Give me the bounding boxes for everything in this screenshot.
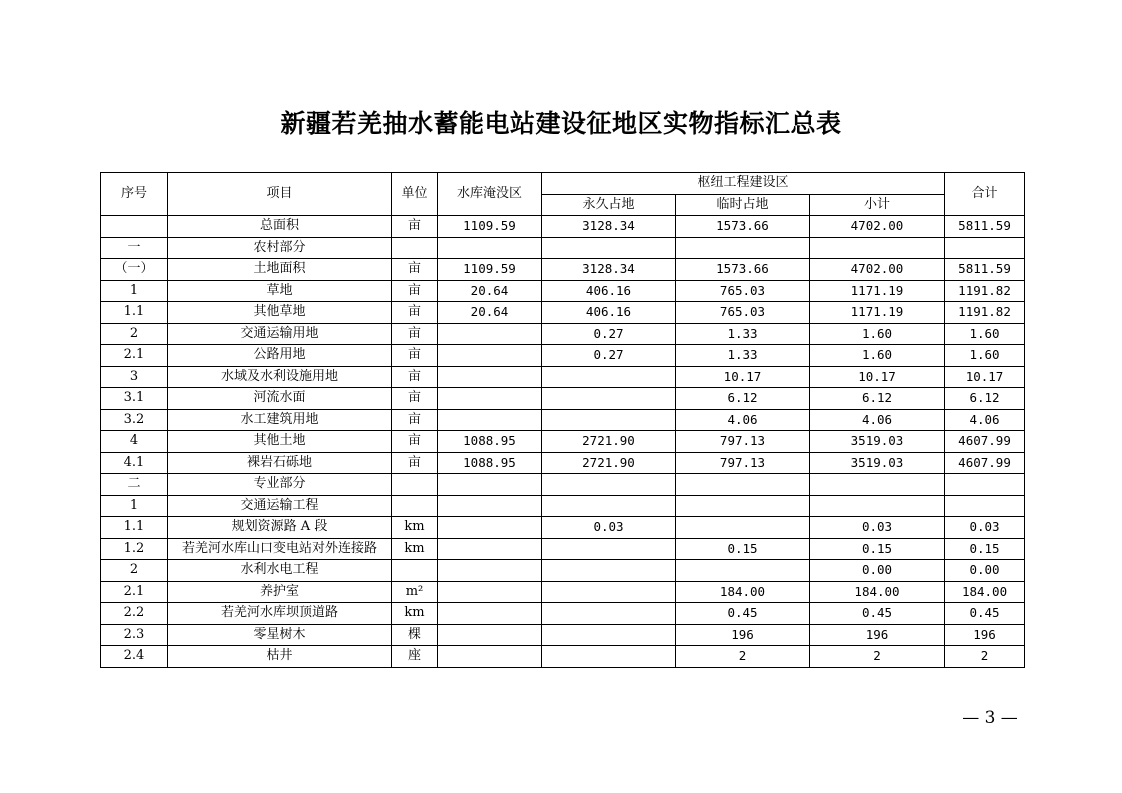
cell-permanent: 0.03 [542, 517, 676, 539]
table-row [101, 302, 1025, 324]
cell-unit: 棵 [392, 624, 438, 646]
cell-item: 裸岩石砾地 [168, 452, 392, 474]
table-row [101, 560, 1025, 582]
cell-total: 1191.82 [945, 302, 1025, 324]
cell-temporary [676, 517, 810, 539]
cell-item: 若羌河水库坝顶道路 [168, 603, 392, 625]
cell-subtotal: 0.45 [810, 603, 945, 625]
cell-permanent [542, 474, 676, 496]
cell-seq: 2.4 [101, 646, 168, 668]
header-total: 合计 [945, 173, 1025, 216]
table-row [101, 517, 1025, 539]
cell-temporary: 797.13 [676, 452, 810, 474]
cell-seq: 3.2 [101, 409, 168, 431]
cell-total: 196 [945, 624, 1025, 646]
cell-seq: 2.1 [101, 345, 168, 367]
cell-reservoir [438, 323, 542, 345]
table-row [101, 409, 1025, 431]
cell-subtotal: 6.12 [810, 388, 945, 410]
cell-unit: 亩 [392, 452, 438, 474]
cell-reservoir [438, 517, 542, 539]
cell-subtotal: 4702.00 [810, 259, 945, 281]
cell-permanent [542, 646, 676, 668]
cell-subtotal: 1.60 [810, 345, 945, 367]
header-temporary: 临时占地 [676, 194, 810, 216]
cell-temporary [676, 237, 810, 259]
header-reservoir: 水库淹没区 [438, 173, 542, 216]
cell-subtotal [810, 237, 945, 259]
cell-total: 6.12 [945, 388, 1025, 410]
cell-total: 184.00 [945, 581, 1025, 603]
cell-permanent [542, 581, 676, 603]
header-seq: 序号 [101, 173, 168, 216]
cell-temporary: 1.33 [676, 323, 810, 345]
cell-temporary: 184.00 [676, 581, 810, 603]
cell-reservoir [438, 345, 542, 367]
cell-total: 4607.99 [945, 452, 1025, 474]
cell-reservoir [438, 388, 542, 410]
cell-total: 4607.99 [945, 431, 1025, 453]
cell-permanent [542, 560, 676, 582]
cell-seq: 4 [101, 431, 168, 453]
cell-reservoir [438, 603, 542, 625]
cell-unit: 亩 [392, 216, 438, 238]
cell-total: 0.03 [945, 517, 1025, 539]
cell-temporary [676, 560, 810, 582]
cell-subtotal: 184.00 [810, 581, 945, 603]
cell-item: 枯井 [168, 646, 392, 668]
cell-temporary: 2 [676, 646, 810, 668]
cell-temporary [676, 495, 810, 517]
cell-temporary: 1.33 [676, 345, 810, 367]
cell-temporary: 797.13 [676, 431, 810, 453]
cell-subtotal: 196 [810, 624, 945, 646]
cell-temporary: 765.03 [676, 280, 810, 302]
cell-temporary: 6.12 [676, 388, 810, 410]
cell-total: 5811.59 [945, 216, 1025, 238]
table-row [101, 323, 1025, 345]
cell-item: 养护室 [168, 581, 392, 603]
cell-subtotal: 1171.19 [810, 280, 945, 302]
cell-item: 农村部分 [168, 237, 392, 259]
cell-unit [392, 495, 438, 517]
cell-permanent [542, 366, 676, 388]
header-item: 项目 [168, 173, 392, 216]
cell-temporary: 10.17 [676, 366, 810, 388]
cell-item: 若羌河水库山口变电站对外连接路 [168, 538, 392, 560]
cell-item: 规划资源路 A 段 [168, 517, 392, 539]
cell-item: 土地面积 [168, 259, 392, 281]
cell-total [945, 495, 1025, 517]
cell-seq: 3.1 [101, 388, 168, 410]
cell-total: 10.17 [945, 366, 1025, 388]
cell-subtotal: 1.60 [810, 323, 945, 345]
cell-reservoir [438, 646, 542, 668]
table-row [101, 431, 1025, 453]
cell-reservoir: 1088.95 [438, 431, 542, 453]
cell-seq: 1 [101, 280, 168, 302]
cell-item: 其他草地 [168, 302, 392, 324]
cell-total: 1.60 [945, 323, 1025, 345]
table-row [101, 495, 1025, 517]
cell-item: 总面积 [168, 216, 392, 238]
cell-permanent [542, 409, 676, 431]
table-row [101, 538, 1025, 560]
cell-unit: 亩 [392, 366, 438, 388]
cell-reservoir: 1088.95 [438, 452, 542, 474]
table-row [101, 216, 1025, 238]
cell-permanent: 0.27 [542, 323, 676, 345]
cell-unit: km [392, 603, 438, 625]
cell-reservoir [438, 409, 542, 431]
cell-seq [101, 216, 168, 238]
table-row [101, 603, 1025, 625]
cell-seq: 2.3 [101, 624, 168, 646]
cell-unit: 亩 [392, 259, 438, 281]
cell-total: 5811.59 [945, 259, 1025, 281]
cell-reservoir [438, 366, 542, 388]
cell-item: 水工建筑用地 [168, 409, 392, 431]
cell-item: 交通运输用地 [168, 323, 392, 345]
cell-item: 河流水面 [168, 388, 392, 410]
cell-subtotal: 10.17 [810, 366, 945, 388]
cell-seq: 4.1 [101, 452, 168, 474]
cell-permanent: 406.16 [542, 280, 676, 302]
cell-seq: （一） [101, 259, 168, 281]
cell-permanent [542, 603, 676, 625]
table-row [101, 646, 1025, 668]
cell-item: 草地 [168, 280, 392, 302]
cell-subtotal: 1171.19 [810, 302, 945, 324]
cell-unit: km [392, 517, 438, 539]
cell-subtotal: 3519.03 [810, 452, 945, 474]
table-row [101, 366, 1025, 388]
cell-seq: 1 [101, 495, 168, 517]
cell-subtotal [810, 474, 945, 496]
cell-seq: 1.1 [101, 517, 168, 539]
cell-permanent: 0.27 [542, 345, 676, 367]
cell-total [945, 237, 1025, 259]
cell-reservoir: 20.64 [438, 280, 542, 302]
cell-reservoir [438, 538, 542, 560]
cell-subtotal: 0.15 [810, 538, 945, 560]
cell-permanent [542, 495, 676, 517]
cell-seq: 2.2 [101, 603, 168, 625]
cell-seq: 2 [101, 323, 168, 345]
cell-temporary: 196 [676, 624, 810, 646]
cell-unit: 亩 [392, 388, 438, 410]
summary-table [100, 172, 1025, 668]
cell-permanent [542, 538, 676, 560]
cell-subtotal: 2 [810, 646, 945, 668]
cell-unit: 亩 [392, 345, 438, 367]
cell-temporary: 4.06 [676, 409, 810, 431]
cell-temporary: 0.45 [676, 603, 810, 625]
cell-total [945, 474, 1025, 496]
cell-seq: 二 [101, 474, 168, 496]
table-row [101, 259, 1025, 281]
cell-permanent [542, 624, 676, 646]
table-row [101, 581, 1025, 603]
cell-total: 4.06 [945, 409, 1025, 431]
cell-reservoir [438, 237, 542, 259]
cell-item: 水利水电工程 [168, 560, 392, 582]
header-permanent: 永久占地 [542, 194, 676, 216]
cell-total: 2 [945, 646, 1025, 668]
table-row [101, 452, 1025, 474]
table-row [101, 280, 1025, 302]
cell-subtotal: 0.00 [810, 560, 945, 582]
table-row [101, 624, 1025, 646]
cell-subtotal: 4.06 [810, 409, 945, 431]
cell-permanent [542, 388, 676, 410]
cell-reservoir: 20.64 [438, 302, 542, 324]
cell-subtotal: 4702.00 [810, 216, 945, 238]
cell-temporary: 1573.66 [676, 259, 810, 281]
cell-unit: 亩 [392, 323, 438, 345]
cell-unit: 亩 [392, 280, 438, 302]
cell-seq: 2 [101, 560, 168, 582]
cell-reservoir: 1109.59 [438, 216, 542, 238]
cell-reservoir [438, 474, 542, 496]
page-number: — 3 — [962, 708, 1018, 728]
cell-subtotal: 0.03 [810, 517, 945, 539]
cell-unit [392, 560, 438, 582]
cell-reservoir [438, 495, 542, 517]
table-body [101, 216, 1025, 668]
cell-item: 交通运输工程 [168, 495, 392, 517]
cell-permanent: 3128.34 [542, 216, 676, 238]
cell-total: 0.45 [945, 603, 1025, 625]
cell-permanent [542, 237, 676, 259]
cell-item: 零星树木 [168, 624, 392, 646]
cell-temporary: 0.15 [676, 538, 810, 560]
cell-subtotal: 3519.03 [810, 431, 945, 453]
cell-seq: 2.1 [101, 581, 168, 603]
header-unit: 单位 [392, 173, 438, 216]
cell-seq: 1.2 [101, 538, 168, 560]
cell-total: 1.60 [945, 345, 1025, 367]
cell-temporary: 1573.66 [676, 216, 810, 238]
cell-unit: 亩 [392, 302, 438, 324]
cell-permanent: 2721.90 [542, 452, 676, 474]
cell-reservoir [438, 560, 542, 582]
header-hub-group: 枢纽工程建设区 [542, 173, 945, 195]
table-row [101, 345, 1025, 367]
cell-item: 水域及水利设施用地 [168, 366, 392, 388]
table-row [101, 474, 1025, 496]
cell-reservoir [438, 581, 542, 603]
header-subtotal: 小计 [810, 194, 945, 216]
cell-seq: 3 [101, 366, 168, 388]
cell-subtotal [810, 495, 945, 517]
cell-unit [392, 237, 438, 259]
page-title: 新疆若羌抽水蓄能电站建设征地区实物指标汇总表 [280, 109, 842, 138]
cell-total: 0.15 [945, 538, 1025, 560]
table-row [101, 237, 1025, 259]
cell-seq: 一 [101, 237, 168, 259]
cell-temporary: 765.03 [676, 302, 810, 324]
cell-permanent: 3128.34 [542, 259, 676, 281]
cell-item: 公路用地 [168, 345, 392, 367]
cell-item: 专业部分 [168, 474, 392, 496]
table-header [101, 173, 1025, 216]
table-row [101, 388, 1025, 410]
cell-reservoir: 1109.59 [438, 259, 542, 281]
cell-unit: 亩 [392, 409, 438, 431]
cell-seq: 1.1 [101, 302, 168, 324]
cell-unit: m² [392, 581, 438, 603]
cell-total: 0.00 [945, 560, 1025, 582]
cell-unit: 座 [392, 646, 438, 668]
cell-total: 1191.82 [945, 280, 1025, 302]
cell-reservoir [438, 624, 542, 646]
cell-unit: 亩 [392, 431, 438, 453]
cell-temporary [676, 474, 810, 496]
cell-permanent: 406.16 [542, 302, 676, 324]
cell-item: 其他土地 [168, 431, 392, 453]
cell-unit [392, 474, 438, 496]
cell-permanent: 2721.90 [542, 431, 676, 453]
cell-unit: km [392, 538, 438, 560]
